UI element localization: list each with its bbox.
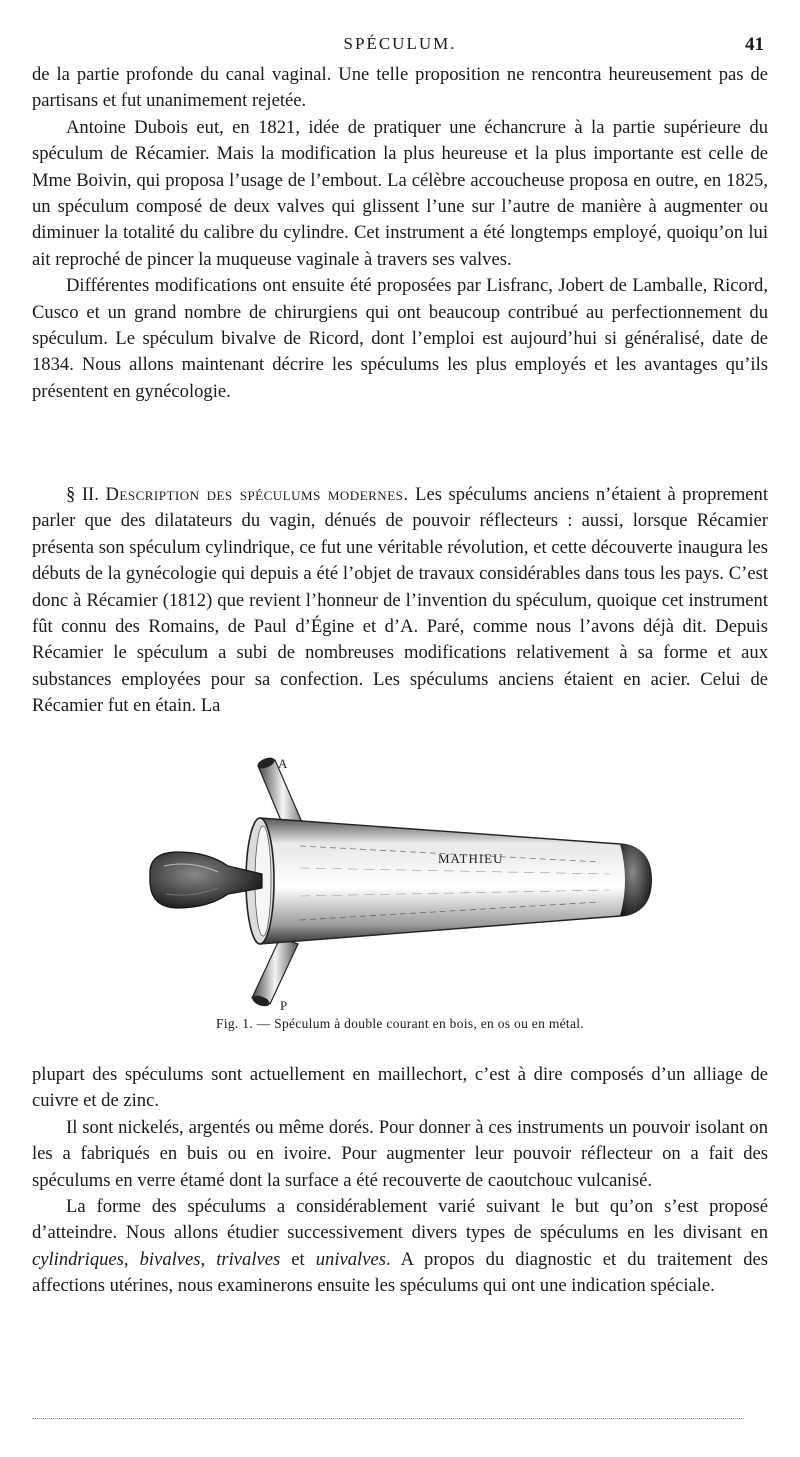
term-bivalves: bivalves <box>139 1248 201 1270</box>
forms-conjunction: et <box>280 1248 316 1270</box>
speculum-figure <box>130 748 670 1016</box>
section-number: § II. <box>66 484 99 505</box>
paragraph-dubois-boivin: Antoine Dubois eut, en 1821, idée de pratiquer une échancrure à la partie supérieure du spéculum de Récamier. Mais la modification la plus heureuse et la plus importante est celle de Mme Boivin, qui proposa l’usage de l’embout. La célèbre accoucheuse proposa en outre, en 1825, un spéculum composé de deux valves qui glissent l’une sur l’autre de manière à augmenter ou diminuer la totalité du calibre du cylindre. Cet instrument a été longtemps employé, quoiqu’on lui ait reproché de pincer la muqueuse vaginale à travers ses valves. <box>32 116 768 270</box>
forms-separator: , <box>123 1248 140 1270</box>
figure-label-p: P <box>280 998 288 1013</box>
figure-caption: Fig. 1. — Spéculum à double courant en bois, en os ou en métal. <box>216 1016 584 1031</box>
paragraph-modifications: Différentes modifications ont ensuite été proposées par Lisfranc, Jobert de Lamballe, Ricord, Cusco et un grand nombre de chirurgiens qui ont beaucoup contribué au perfectionnement du spéculum. Le spéculum bivalve de Ricord, dont l’emploi est aujourd’hui si généralisé, date de 1834. Nous allons maintenant décrire les spéculums les plus employés et les avantages qu’ils présentent en gynécologie. <box>32 275 768 402</box>
speculum-tube <box>260 818 652 944</box>
forms-text-start: La forme des spéculums a considérablement varié suivant le but qu’on s’est proposé d’atteindre. Nous allons étudier successivement divers types de spéculums en les divisant en <box>32 1196 768 1244</box>
forms-text-end: . A propos du diagnostic et du traitement des affections utérines, nous examinerons ensuite les spéculums qui ont une indication spéciale. <box>32 1248 769 1297</box>
section-paragraph <box>32 482 768 720</box>
term-univalves: univalves <box>315 1248 386 1270</box>
lower-pipe <box>251 938 298 1008</box>
text-block-top <box>32 62 768 405</box>
text-block-section-2 <box>32 482 768 720</box>
speculum-illustration <box>130 748 670 1016</box>
footer-dotted-rule <box>32 1418 744 1419</box>
paragraph-continuation: de la partie profonde du canal vaginal. Une telle proposition ne rencontra heureusement pas de partisans et fut unanimement rejetée. <box>32 64 768 112</box>
page-number: 41 <box>745 34 764 55</box>
paragraph-materials: Il sont nickelés, argentés ou même dorés. Pour donner à ces instruments un pouvoir isolant on les a fabriqués en buis ou en ivoire. Pour augmenter leur pouvoir réflecteur on a fait des spéculums en verre étamé dont la surface a été recouverte de caoutchouc vulcanisé. <box>32 1116 768 1191</box>
page-header <box>32 32 768 60</box>
forms-separator: , <box>200 1248 217 1270</box>
section-text: Les spéculums anciens n’étaient à proprement parler que des dilatateurs du vagin, dénués de pouvoir réflecteurs : aussi, lorsque Récamier présenta son spéculum cylindrique, ce fut une véritable révolution, et cette découverte inaugura les débuts de la gynécologie qui depuis a été l’objet de travaux considérables dans tous les pays. C’est donc à Récamier (1812) que revient l’honneur de l’invention du spéculum, quoique cet instrument fût connu des Romains, de Paul d’Égine et d’A. Paré, comme nous l’avons déjà dit. Depuis Récamier le spéculum a subi de nombreuses modifications relativement à sa forme et aux substances employées pour sa confection. Les spéculums anciens étaient en acier. Celui de Récamier fut en étain. La <box>32 484 769 717</box>
term-trivalves: trivalves <box>216 1248 281 1270</box>
term-cylindriques: cylindriques <box>32 1248 124 1270</box>
engraved-maker-name: MATHIEU <box>438 851 504 866</box>
speculum-handle <box>150 852 262 908</box>
running-title: SPÉCULUM. <box>343 34 457 53</box>
text-block-bottom <box>32 1062 768 1300</box>
section-heading: Description des spéculums modernes. <box>105 484 409 505</box>
paragraph-forms <box>32 1194 768 1300</box>
paragraph-maillechort: plupart des spéculums sont actuellement en maillechort, c’est à dire composés d’un alliage de cuivre et de zinc. <box>32 1064 768 1112</box>
figure-label-a: A <box>278 756 288 771</box>
